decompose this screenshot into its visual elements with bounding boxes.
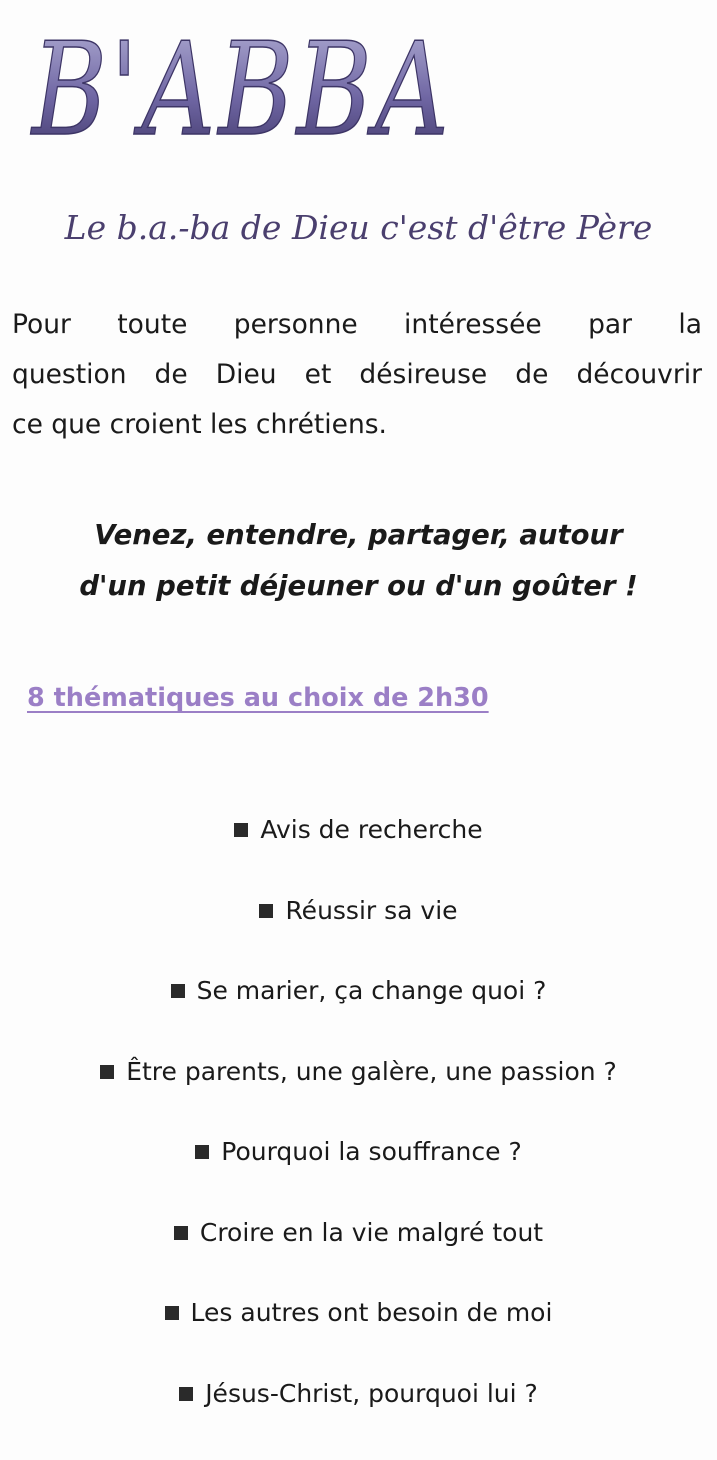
babba-logo bbox=[28, 6, 468, 165]
call-to-action bbox=[0, 510, 717, 612]
themes-heading: 8 thématiques au choix de 2h30 bbox=[27, 683, 489, 713]
theme-label: Pourquoi la souffrance ? bbox=[221, 1137, 522, 1166]
intro-paragraph bbox=[12, 300, 702, 450]
theme-label: Jésus-Christ, pourquoi lui ? bbox=[205, 1378, 538, 1408]
theme-label: Avis de recherche bbox=[260, 815, 483, 844]
intro-line: question de Dieu et désireuse de découvrir bbox=[12, 359, 702, 390]
list-item bbox=[0, 1283, 717, 1364]
list-item bbox=[0, 800, 717, 881]
logo-text: B'ABBA bbox=[30, 16, 452, 165]
square-bullet-icon bbox=[234, 823, 248, 837]
list-item bbox=[0, 881, 717, 962]
list-item bbox=[0, 1122, 717, 1203]
subtitle: Le b.a.-ba de Dieu c'est d'être Père bbox=[64, 208, 653, 247]
cta-line: Venez, entendre, partager, autour bbox=[94, 519, 623, 551]
list-item bbox=[0, 961, 717, 1042]
theme-label: Réussir sa vie bbox=[285, 895, 458, 925]
cta-line: d'un petit déjeuner ou d'un goûter ! bbox=[79, 570, 638, 602]
square-bullet-icon bbox=[179, 1387, 193, 1401]
square-bullet-icon bbox=[171, 984, 185, 998]
theme-label: Les autres ont besoin de moi bbox=[190, 1298, 553, 1327]
intro-line: ce que croient les chrétiens. bbox=[12, 409, 387, 440]
square-bullet-icon bbox=[259, 904, 273, 918]
square-bullet-icon bbox=[195, 1145, 209, 1159]
square-bullet-icon bbox=[100, 1065, 114, 1079]
list-item bbox=[0, 1042, 717, 1123]
themes-list bbox=[0, 800, 717, 1444]
square-bullet-icon bbox=[174, 1226, 188, 1240]
theme-label: Se marier, ça change quoi ? bbox=[196, 976, 547, 1005]
square-bullet-icon bbox=[165, 1306, 179, 1320]
theme-label: Être parents, une galère, une passion ? bbox=[126, 1056, 617, 1086]
intro-line: Pour toute personne intéressée par la bbox=[12, 309, 702, 340]
theme-label: Croire en la vie malgré tout bbox=[199, 1217, 544, 1247]
list-item bbox=[0, 1203, 717, 1284]
list-item bbox=[0, 1364, 717, 1445]
